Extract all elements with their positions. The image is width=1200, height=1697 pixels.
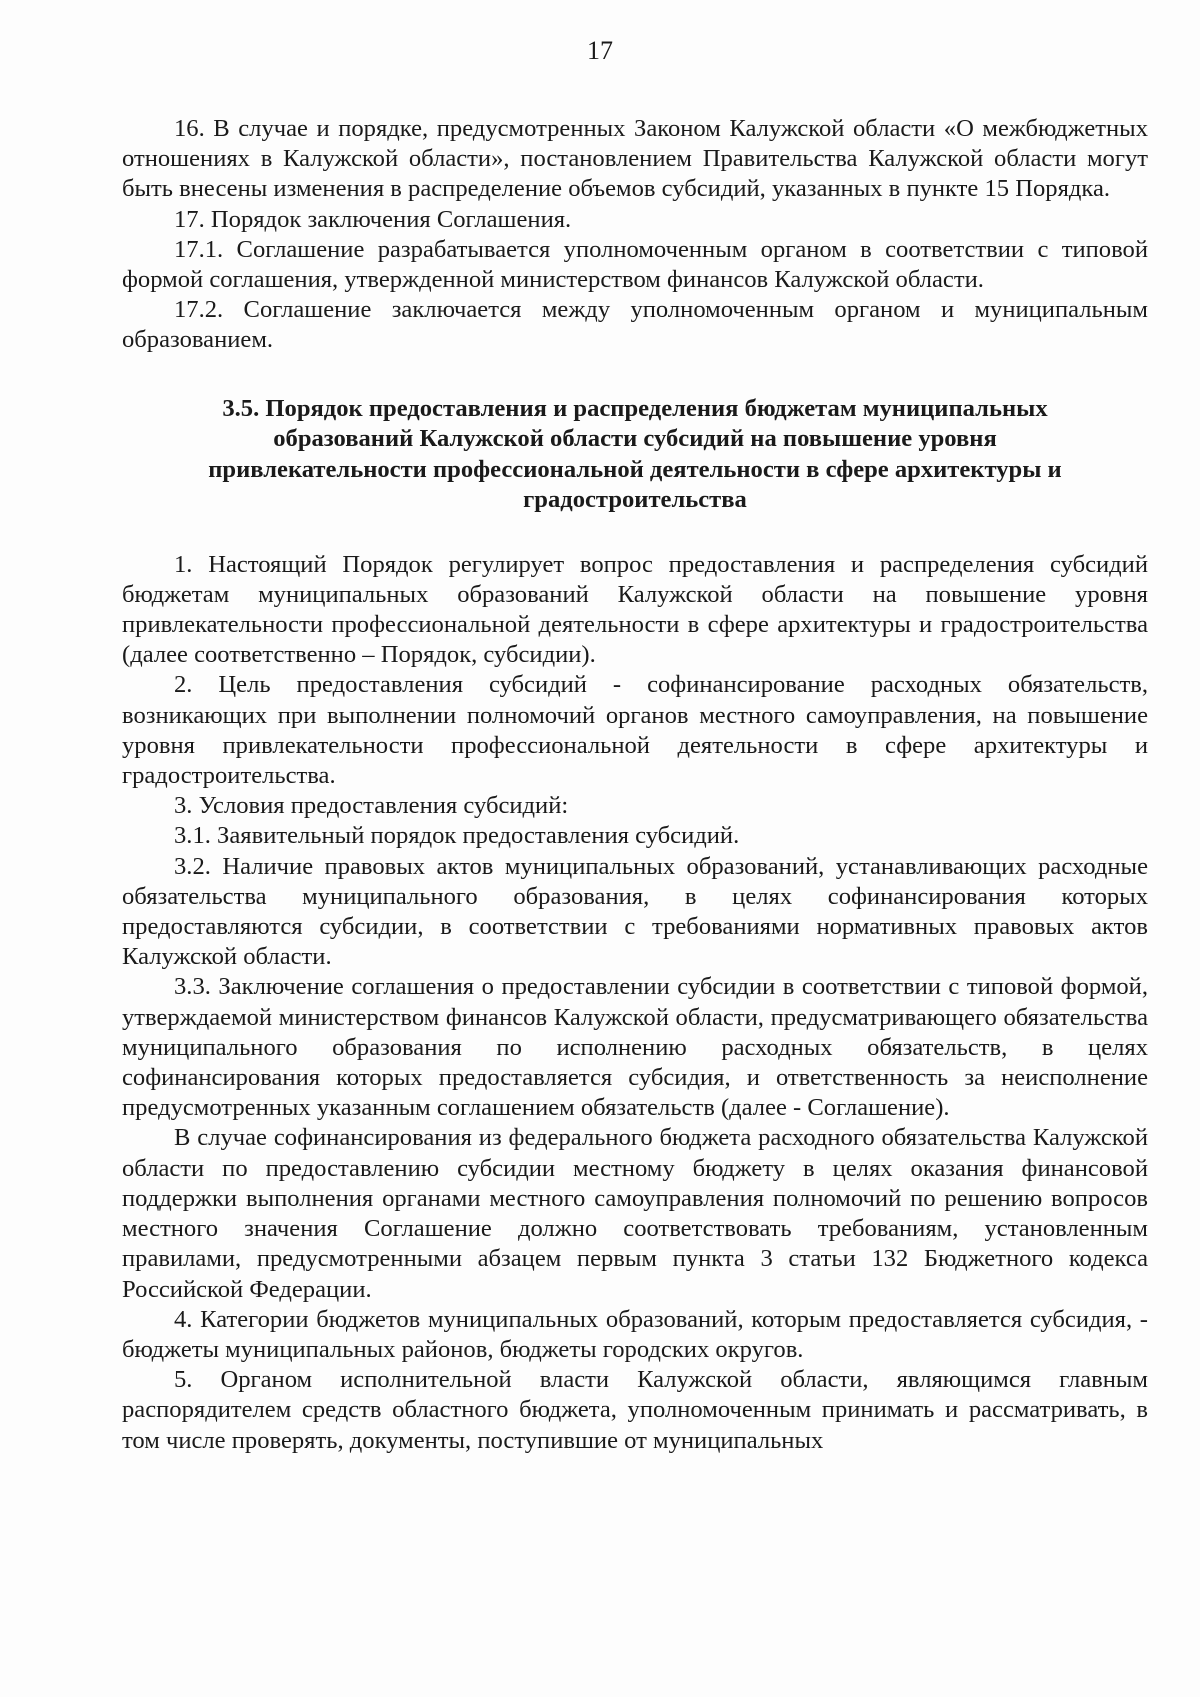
paragraph-16: 16. В случае и порядке, предусмотренных Законом Калужской области «О межбюджетных отношениях в Калужской области», постановлением Правительства Калужской области могут быть внесены изменения в распределение объемов субсидий, указанных в пункте 15 Порядка. [122, 115, 1148, 203]
paragraph-17-2: 17.2. Соглашение заключается между уполномоченным органом и муниципальным образованием. [122, 296, 1148, 354]
paragraph-cofinancing: В случае софинансирования из федерального бюджета расходного обязательства Калужской области по предоставлению субсидии местному бюджету в целях оказания финансовой поддержки выполнения органами местного самоуправления полномочий по решению вопросов местного значения Соглашение должно соответствовать требованиям, установленным правилами, предусмотренными абзацем первым пункта 3 статьи 132 Бюджетного кодекса Российской Федерации. [122, 1124, 1148, 1303]
paragraph-4: 4. Категории бюджетов муниципальных образований, которым предоставляется субсидия, - бюджеты муниципальных районов, бюджеты городских округов. [122, 1305, 1148, 1363]
paragraph-17-1: 17.1. Соглашение разрабатывается уполномоченным органом в соответствии с типовой формой соглашения, утвержденной министерством финансов Калужской области. [122, 235, 1148, 294]
paragraph-3: 3. Условия предоставления субсидий: [174, 792, 569, 820]
paragraph-17: 17. Порядок заключения Соглашения. [174, 205, 572, 233]
section-title: 3.5. Порядок предоставления и распределения бюджетам муниципальных образований Калужской области субсидий на повышение уровня привлекательности профессиональной деятельности в сфере архитектуры и градостроительства [208, 394, 1062, 514]
paragraph-3-3: 3.3. Заключение соглашения о предоставлении субсидии в соответствии с типовой формой, утверждаемой министерством финансов Калужской области, предусматривающего обязательства муниципального образования по исполнению расходных обязательств, в целях софинансирования которых предоставляется субсидия, и ответственность за неисполнение предусмотренных указанным соглашением обязательств (далее - Соглашение). [122, 973, 1148, 1122]
paragraph-3-1: 3.1. Заявительный порядок предоставления субсидий. [174, 822, 740, 850]
paragraph-5: 5. Органом исполнительной власти Калужской области, являющимся главным распорядителем средств областного бюджета, уполномоченным принимать и рассматривать, в том числе проверять, документы, поступившие от муниципальных [122, 1366, 1148, 1454]
paragraph-1: 1. Настоящий Порядок регулирует вопрос предоставления и распределения субсидий бюджетам муниципальных образований Калужской области на повышение уровня привлекательности профессиональной деятельности в сфере архитектуры и градостроительства (далее соответственно – Порядок, субсидии). [122, 550, 1148, 669]
page-number: 17 [587, 36, 613, 65]
paragraph-3-2: 3.2. Наличие правовых актов муниципальных образований, устанавливающих расходные обязательства муниципального образования, в целях софинансирования которых предоставляются субсидии, в соответствии с требованиями нормативных правовых актов Калужской области. [122, 852, 1148, 971]
document-body [122, 114, 1148, 1456]
paragraph-2: 2. Цель предоставления субсидий - софинансирование расходных обязательств, возникающих при выполнении полномочий органов местного самоуправления, на повышение уровня привлекательности профессиональной деятельности в сфере архитектуры и градостроительства. [122, 671, 1148, 790]
